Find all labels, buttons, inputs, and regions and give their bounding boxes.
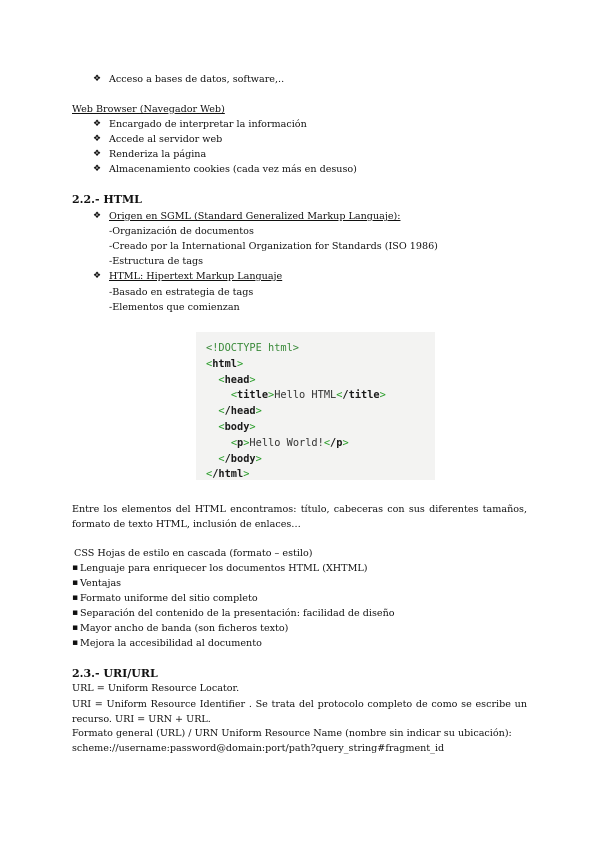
code-tag: body bbox=[224, 420, 250, 433]
html-code-example: <!DOCTYPE html> <html> <head> <title>Hello HTML</title> </head> <body> <p>Hello World!</p> </body> </html> bbox=[196, 332, 435, 480]
list-item: Mayor ancho de banda (son ficheros texto) bbox=[80, 623, 289, 634]
list-item: Acceso a bases de datos, software,.. bbox=[109, 74, 285, 85]
list-item: Separación del contenido de la presentación: facilidad de diseño bbox=[80, 608, 395, 619]
url-definition: URL = Uniform Resource Locator. bbox=[72, 683, 240, 694]
code-tag: /head bbox=[224, 405, 256, 418]
code-text: Hello World! bbox=[249, 436, 324, 449]
sub-item: -Creado por la International Organization for Standards (ISO 1986) bbox=[109, 241, 438, 252]
html-elements-paragraph: Entre los elementos del HTML encontramos: título, cabeceras con sus diferentes tamaños, formato de texto HTML, inclusión de enlaces… bbox=[72, 504, 527, 530]
code-tag: /html bbox=[212, 468, 244, 481]
code-tag: html bbox=[212, 357, 238, 370]
square-bullet-icon: ▪ bbox=[72, 638, 79, 648]
list-item: Mejora la accesibilidad al documento bbox=[80, 638, 262, 649]
list-item: Lenguaje para enriquecer los documentos HTML (XHTML) bbox=[80, 563, 368, 574]
list-item: Ventajas bbox=[80, 578, 122, 589]
square-bullet-icon: ▪ bbox=[72, 578, 79, 588]
code-tag: /title bbox=[342, 389, 380, 402]
format-line: Formato general (URL) / URN Uniform Resource Name (nombre sin indicar su ubicación): bbox=[72, 728, 512, 739]
diamond-bullet-icon: ❖ bbox=[93, 211, 102, 221]
web-browser-heading: Web Browser (Navegador Web) bbox=[72, 104, 225, 115]
uri-definition: URI = Uniform Resource Identifier . Se trata del protocolo completo de como se escribe un recurso. URI = URN + URL. bbox=[72, 699, 527, 725]
list-item: Accede al servidor web bbox=[109, 134, 223, 145]
diamond-bullet-icon: ❖ bbox=[93, 164, 102, 174]
scheme-line: scheme://username:password@domain:port/path?query_string#fragment_id bbox=[72, 743, 445, 754]
sub-item: -Elementos que comienzan bbox=[109, 302, 240, 313]
code-line: <!DOCTYPE html> bbox=[206, 342, 299, 354]
list-item: Encargado de interpretar la información bbox=[109, 119, 307, 130]
diamond-bullet-icon: ❖ bbox=[93, 149, 102, 159]
diamond-bullet-icon: ❖ bbox=[93, 74, 102, 84]
code-tag: p bbox=[237, 436, 244, 449]
diamond-bullet-icon: ❖ bbox=[93, 119, 102, 129]
code-tag: /body bbox=[224, 452, 256, 465]
section-title-uri: 2.3.- URI/URL bbox=[72, 667, 158, 680]
code-text: Hello HTML bbox=[274, 389, 337, 402]
css-heading: CSS Hojas de estilo en cascada (formato – estilo) bbox=[74, 548, 313, 559]
list-item: Formato uniforme del sitio completo bbox=[80, 593, 258, 604]
sgml-heading: Origen en SGML (Standard Generalized Markup Languaje): bbox=[109, 211, 401, 222]
html-heading: HTML: Hipertext Markup Languaje bbox=[109, 271, 283, 282]
code-tag: /p bbox=[330, 436, 343, 449]
code-tag: title bbox=[237, 389, 269, 402]
diamond-bullet-icon: ❖ bbox=[93, 271, 102, 281]
square-bullet-icon: ▪ bbox=[72, 608, 79, 618]
square-bullet-icon: ▪ bbox=[72, 593, 79, 603]
sub-item: -Organización de documentos bbox=[109, 226, 254, 237]
section-title-html: 2.2.- HTML bbox=[72, 193, 142, 206]
sub-item: -Estructura de tags bbox=[109, 256, 204, 267]
square-bullet-icon: ▪ bbox=[72, 563, 79, 573]
diamond-bullet-icon: ❖ bbox=[93, 134, 102, 144]
code-tag: head bbox=[224, 373, 250, 386]
list-item: Renderiza la página bbox=[109, 149, 207, 160]
sub-item: -Basado en estrategia de tags bbox=[109, 287, 254, 298]
square-bullet-icon: ▪ bbox=[72, 623, 79, 633]
list-item: Almacenamiento cookies (cada vez más en desuso) bbox=[109, 164, 357, 175]
